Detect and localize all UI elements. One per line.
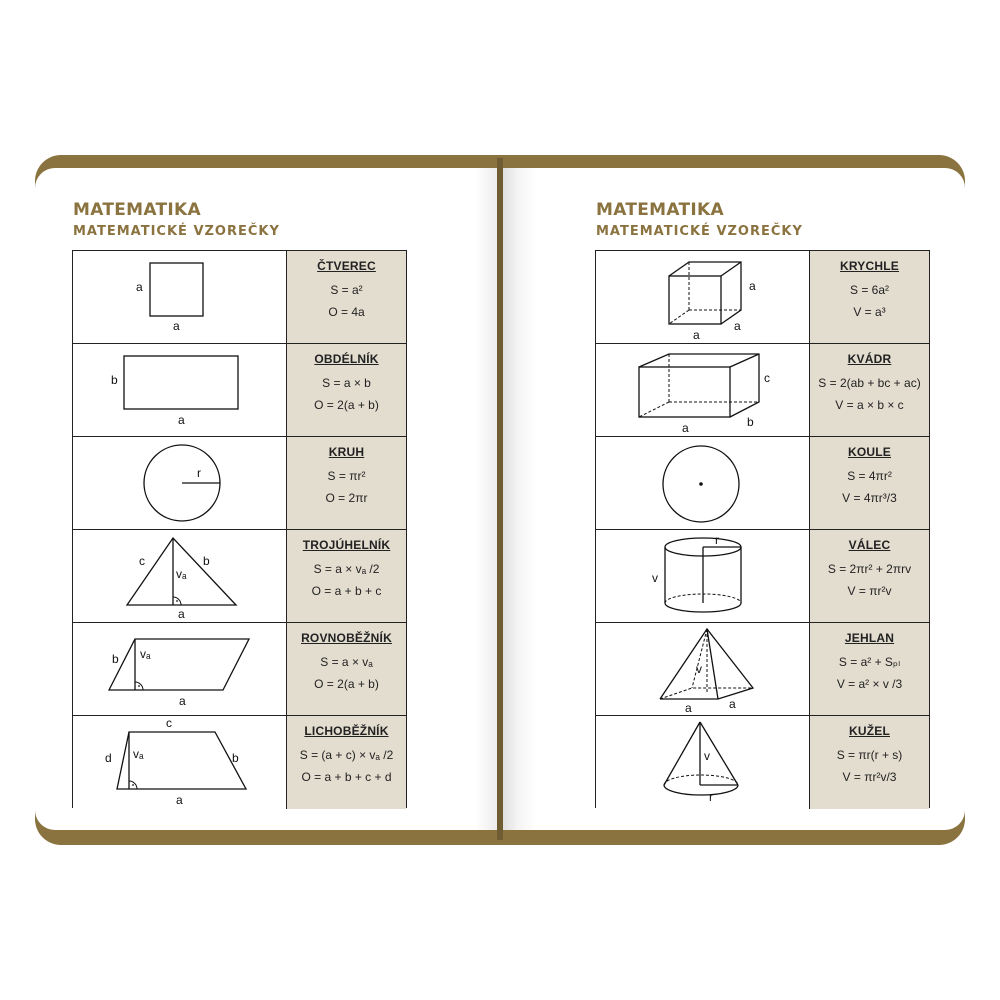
formula-cell — [810, 716, 929, 809]
shape-name: TROJÚHELNÍK — [302, 538, 391, 552]
volume-formula: V = a × b × c — [835, 398, 904, 412]
formula-cell — [810, 437, 929, 530]
shape-name: OBDÉLNÍK — [314, 352, 379, 366]
volume-formula: V = a² × v /3 — [836, 677, 903, 691]
svg-text:v: v — [652, 571, 658, 585]
formula-cell — [810, 530, 929, 623]
shape-name: JEHLAN — [844, 631, 895, 645]
area-formula: S = πr² — [327, 469, 366, 483]
svg-text:a: a — [693, 328, 700, 342]
formula-cell — [287, 251, 406, 344]
shape-name: LICHOBĚŽNÍK — [304, 724, 389, 738]
volume-formula: V = πr²v/3 — [842, 770, 897, 784]
svg-text:r: r — [197, 466, 201, 480]
svg-text:a: a — [178, 413, 185, 427]
perimeter-formula: O = 2πr — [325, 491, 368, 505]
svg-text:c: c — [166, 716, 172, 730]
svg-text:v: v — [704, 749, 710, 763]
formula-table-right — [595, 250, 930, 808]
triangle-figure — [73, 530, 287, 623]
svg-text:vₐ: vₐ — [176, 567, 187, 581]
table-row — [73, 437, 406, 530]
svg-text:r: r — [709, 790, 713, 804]
table-row — [596, 716, 929, 809]
svg-text:a: a — [734, 319, 741, 333]
svg-text:a: a — [749, 279, 756, 293]
formula-cell — [287, 530, 406, 623]
svg-text:vₐ: vₐ — [140, 647, 151, 661]
cube-figure — [596, 251, 810, 344]
cone-figure — [596, 716, 810, 809]
table-row — [73, 716, 406, 809]
formula-cell — [810, 623, 929, 716]
page-title: MATEMATIKA — [73, 200, 201, 220]
area-formula: S = a × vₐ /2 — [313, 562, 380, 576]
formula-cell — [810, 251, 929, 344]
volume-formula: V = a³ — [853, 305, 886, 319]
svg-text:b: b — [203, 554, 210, 568]
table-row — [73, 344, 406, 437]
svg-text:a: a — [179, 694, 186, 708]
svg-text:a: a — [685, 701, 692, 715]
formula-cell — [287, 716, 406, 809]
trapezoid-figure — [73, 716, 287, 809]
svg-text:v: v — [696, 662, 702, 676]
formula-cell — [287, 623, 406, 716]
svg-text:b: b — [112, 652, 119, 666]
svg-text:a: a — [173, 319, 180, 333]
area-formula: S = (a + c) × vₐ /2 — [299, 748, 394, 762]
surface-formula: S = 4πr² — [847, 469, 892, 483]
table-row — [73, 530, 406, 623]
surface-formula: S = 2πr² + 2πrv — [827, 562, 912, 576]
svg-text:a: a — [178, 607, 185, 621]
svg-text:c: c — [139, 554, 145, 568]
svg-text:a: a — [682, 421, 689, 435]
surface-formula: S = 6a² — [849, 283, 890, 297]
shape-name: VÁLEC — [848, 538, 891, 552]
cuboid-figure — [596, 344, 810, 437]
area-formula: S = a × vₐ — [320, 655, 373, 669]
shape-name: KOULE — [848, 445, 891, 459]
svg-text:a: a — [729, 697, 736, 711]
formula-cell — [287, 344, 406, 437]
svg-text:b: b — [111, 373, 118, 387]
svg-text:a: a — [176, 793, 183, 807]
perimeter-formula: O = 4a — [328, 305, 365, 319]
volume-formula: V = 4πr³/3 — [842, 491, 897, 505]
sphere-figure — [596, 437, 810, 530]
area-formula: S = a² — [330, 283, 363, 297]
surface-formula: S = a² + Sₚₗ — [838, 655, 901, 669]
perimeter-formula: O = a + b + c — [311, 584, 382, 598]
shape-name: KVÁDR — [847, 352, 892, 366]
svg-text:b: b — [747, 415, 754, 429]
formula-table-left — [72, 250, 407, 808]
area-formula: S = a × b — [322, 376, 371, 390]
rectangle-figure — [73, 344, 287, 437]
surface-formula: S = πr(r + s) — [836, 748, 903, 762]
circle-figure — [73, 437, 287, 530]
cylinder-figure — [596, 530, 810, 623]
perimeter-formula: O = 2(a + b) — [314, 677, 379, 691]
table-row — [73, 623, 406, 716]
svg-text:vₐ: vₐ — [133, 747, 144, 761]
square-figure — [73, 251, 287, 344]
svg-text:r: r — [715, 533, 719, 547]
shape-name: ČTVEREC — [317, 259, 376, 273]
page-subtitle: MATEMATICKÉ VZOREČKY — [596, 224, 803, 239]
svg-text:d: d — [105, 751, 112, 765]
parallelogram-figure — [73, 623, 287, 716]
shape-name: KUŽEL — [849, 724, 890, 738]
page-title: MATEMATIKA — [596, 200, 724, 220]
perimeter-formula: O = a + b + c + d — [301, 770, 392, 784]
table-row — [596, 623, 929, 716]
surface-formula: S = 2(ab + bc + ac) — [818, 376, 921, 390]
volume-formula: V = πr²v — [847, 584, 892, 598]
formula-cell — [287, 437, 406, 530]
notebook-spine — [497, 158, 503, 840]
shape-name: ROVNOBĚŽNÍK — [301, 631, 392, 645]
table-row — [73, 251, 406, 344]
table-row — [596, 344, 929, 437]
table-row — [596, 251, 929, 344]
svg-text:a: a — [136, 280, 143, 294]
table-row — [596, 437, 929, 530]
page-subtitle: MATEMATICKÉ VZOREČKY — [73, 224, 280, 239]
table-row — [596, 530, 929, 623]
pyramid-figure — [596, 623, 810, 716]
shape-name: KRYCHLE — [840, 259, 899, 273]
perimeter-formula: O = 2(a + b) — [314, 398, 379, 412]
formula-cell — [810, 344, 929, 437]
shape-name: KRUH — [328, 445, 365, 459]
svg-text:b: b — [232, 751, 239, 765]
svg-text:c: c — [764, 371, 770, 385]
